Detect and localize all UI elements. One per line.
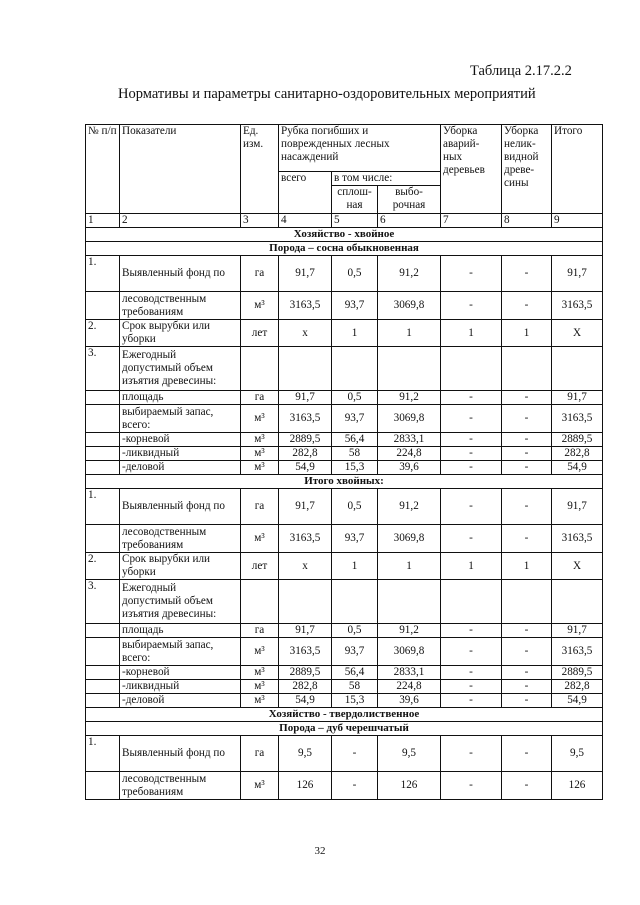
clear-cell: 93,7 <box>332 638 378 666</box>
illiquid-cell <box>502 347 552 391</box>
unit-cell: м³ <box>241 433 279 447</box>
indicator-label: выбираемый запас, всего: <box>120 405 241 433</box>
header-including: в том числе: <box>332 172 441 186</box>
clear-cell: 1 <box>332 553 378 580</box>
illiquid-cell: - <box>502 736 552 772</box>
selective-cell: 91,2 <box>378 624 441 638</box>
section-breed-row <box>86 722 603 736</box>
table-row <box>86 256 603 292</box>
table-row <box>86 666 603 680</box>
farm-heading: Итого хвойных: <box>86 475 603 489</box>
indicator-label: Ежегодный допустимый объем изъятия древесины: <box>120 347 241 391</box>
illiquid-cell: - <box>502 433 552 447</box>
windfall-cell: - <box>441 772 502 800</box>
column-number: 4 <box>279 214 332 228</box>
illiquid-cell: - <box>502 292 552 320</box>
illiquid-cell: - <box>502 391 552 405</box>
indicator-label: лесоводственным требованиям <box>120 292 241 320</box>
clear-cell: 93,7 <box>332 292 378 320</box>
table-body <box>86 214 603 800</box>
windfall-cell: - <box>441 292 502 320</box>
clear-cell: 93,7 <box>332 405 378 433</box>
unit-cell: га <box>241 489 279 525</box>
illiquid-cell: - <box>502 256 552 292</box>
result-cell <box>552 580 603 624</box>
total-cell: 3163,5 <box>279 405 332 433</box>
selective-cell: 1 <box>378 320 441 347</box>
total-cell: 3163,5 <box>279 638 332 666</box>
indicator-label: площадь <box>120 624 241 638</box>
total-cell: 2889,5 <box>279 666 332 680</box>
total-cell: 54,9 <box>279 694 332 708</box>
table-row <box>86 525 603 553</box>
unit-cell: м³ <box>241 638 279 666</box>
clear-cell: 15,3 <box>332 694 378 708</box>
illiquid-cell: 1 <box>502 320 552 347</box>
selective-cell: 1 <box>378 553 441 580</box>
header-clear: сплош- ная <box>332 186 378 214</box>
selective-cell: 91,2 <box>378 489 441 525</box>
row-number: 2. <box>86 320 120 347</box>
illiquid-cell: - <box>502 405 552 433</box>
clear-cell: - <box>332 736 378 772</box>
row-number <box>86 447 120 461</box>
section-farm-row <box>86 228 603 242</box>
clear-cell: 15,3 <box>332 461 378 475</box>
row-number <box>86 405 120 433</box>
unit-cell: м³ <box>241 461 279 475</box>
illiquid-cell: - <box>502 680 552 694</box>
result-cell: 282,8 <box>552 680 603 694</box>
column-number: 8 <box>502 214 552 228</box>
page-number: 32 <box>314 845 326 857</box>
result-cell <box>552 347 603 391</box>
total-cell <box>279 347 332 391</box>
windfall-cell: 1 <box>441 320 502 347</box>
windfall-cell: - <box>441 736 502 772</box>
table-row <box>86 736 603 772</box>
row-number <box>86 461 120 475</box>
column-number: 3 <box>241 214 279 228</box>
indicator-label: Ежегодный допустимый объем изъятия древесины: <box>120 580 241 624</box>
header-unit: Ед. изм. <box>241 125 279 214</box>
result-cell: 91,7 <box>552 256 603 292</box>
norms-table <box>85 124 603 800</box>
total-cell: 91,7 <box>279 256 332 292</box>
unit-cell: м³ <box>241 680 279 694</box>
total-cell: 2889,5 <box>279 433 332 447</box>
table-row <box>86 433 603 447</box>
indicator-label: лесоводственным требованиям <box>120 525 241 553</box>
indicator-label: -деловой <box>120 461 241 475</box>
header-indicators: Показатели <box>120 125 241 214</box>
selective-cell: 9,5 <box>378 736 441 772</box>
selective-cell <box>378 347 441 391</box>
illiquid-cell: - <box>502 772 552 800</box>
result-cell: 54,9 <box>552 694 603 708</box>
indicator-label: -корневой <box>120 433 241 447</box>
column-number: 1 <box>86 214 120 228</box>
row-number: 1. <box>86 489 120 525</box>
clear-cell: 0,5 <box>332 391 378 405</box>
clear-cell: 58 <box>332 680 378 694</box>
indicator-label: выбираемый запас, всего: <box>120 638 241 666</box>
indicator-label: Срок вырубки или уборки <box>120 320 241 347</box>
header-selective: выбо- рочная <box>378 186 441 214</box>
result-cell: Х <box>552 320 603 347</box>
windfall-cell: - <box>441 680 502 694</box>
column-number: 6 <box>378 214 441 228</box>
row-number: 1. <box>86 736 120 772</box>
table-row <box>86 391 603 405</box>
selective-cell: 39,6 <box>378 694 441 708</box>
clear-cell <box>332 580 378 624</box>
indicator-label: Выявленный фонд по <box>120 736 241 772</box>
selective-cell: 224,8 <box>378 680 441 694</box>
result-cell: 282,8 <box>552 447 603 461</box>
table-row <box>86 772 603 800</box>
unit-cell: га <box>241 391 279 405</box>
result-cell: 3163,5 <box>552 525 603 553</box>
indicator-label: -ликвидный <box>120 680 241 694</box>
windfall-cell: - <box>441 638 502 666</box>
total-cell: 54,9 <box>279 461 332 475</box>
selective-cell: 91,2 <box>378 391 441 405</box>
illiquid-cell: 1 <box>502 553 552 580</box>
row-number <box>86 433 120 447</box>
selective-cell: 39,6 <box>378 461 441 475</box>
row-number <box>86 638 120 666</box>
result-cell: 126 <box>552 772 603 800</box>
table-row <box>86 405 603 433</box>
result-cell: 91,7 <box>552 489 603 525</box>
selective-cell: 3069,8 <box>378 638 441 666</box>
indicator-label: лесоводственным требованиям <box>120 772 241 800</box>
header-illiquid: Уборка нелик- видной древе- сины <box>502 125 552 214</box>
table-row <box>86 624 603 638</box>
result-cell: 54,9 <box>552 461 603 475</box>
header-no: № п/п <box>86 125 120 214</box>
row-number: 1. <box>86 256 120 292</box>
column-number: 2 <box>120 214 241 228</box>
header-felling: Рубка погибших и поврежденных лесных насаждений <box>279 125 441 172</box>
indicator-label: -деловой <box>120 694 241 708</box>
row-number <box>86 666 120 680</box>
header-total: всего <box>279 172 332 214</box>
windfall-cell <box>441 580 502 624</box>
indicator-label: площадь <box>120 391 241 405</box>
selective-cell: 3069,8 <box>378 525 441 553</box>
windfall-cell: - <box>441 624 502 638</box>
unit-cell: м³ <box>241 694 279 708</box>
result-cell: Х <box>552 553 603 580</box>
result-cell: 91,7 <box>552 391 603 405</box>
header-result: Итого <box>552 125 603 214</box>
selective-cell: 224,8 <box>378 447 441 461</box>
windfall-cell: - <box>441 461 502 475</box>
illiquid-cell <box>502 580 552 624</box>
unit-cell: га <box>241 624 279 638</box>
illiquid-cell: - <box>502 666 552 680</box>
table-row <box>86 292 603 320</box>
result-cell: 9,5 <box>552 736 603 772</box>
windfall-cell: - <box>441 694 502 708</box>
selective-cell: 3069,8 <box>378 292 441 320</box>
farm-heading: Хозяйство - твердолиственное <box>86 708 603 722</box>
column-number: 9 <box>552 214 603 228</box>
illiquid-cell: - <box>502 525 552 553</box>
indicator-label: Выявленный фонд по <box>120 489 241 525</box>
indicator-label: -ликвидный <box>120 447 241 461</box>
result-cell: 3163,5 <box>552 292 603 320</box>
unit-cell: м³ <box>241 292 279 320</box>
row-number: 3. <box>86 580 120 624</box>
table-caption: Таблица 2.17.2.2 <box>470 63 572 79</box>
unit-cell: га <box>241 736 279 772</box>
clear-cell: - <box>332 772 378 800</box>
table-row <box>86 489 603 525</box>
selective-cell <box>378 580 441 624</box>
total-cell <box>279 580 332 624</box>
unit-cell: м³ <box>241 525 279 553</box>
indicator-label: Выявленный фонд по <box>120 256 241 292</box>
clear-cell: 0,5 <box>332 256 378 292</box>
illiquid-cell: - <box>502 638 552 666</box>
table-row <box>86 680 603 694</box>
total-cell: х <box>279 320 332 347</box>
farm-heading: Хозяйство - хвойное <box>86 228 603 242</box>
windfall-cell: - <box>441 256 502 292</box>
row-number <box>86 694 120 708</box>
result-cell: 91,7 <box>552 624 603 638</box>
header-windfall: Уборка аварий- ных деревьев <box>441 125 502 214</box>
table-row <box>86 347 603 391</box>
selective-cell: 2833,1 <box>378 433 441 447</box>
illiquid-cell: - <box>502 461 552 475</box>
total-cell: 3163,5 <box>279 525 332 553</box>
windfall-cell: - <box>441 433 502 447</box>
column-number: 5 <box>332 214 378 228</box>
table-row <box>86 638 603 666</box>
table-row <box>86 461 603 475</box>
table-row <box>86 447 603 461</box>
row-number <box>86 680 120 694</box>
total-cell: 9,5 <box>279 736 332 772</box>
selective-cell: 2833,1 <box>378 666 441 680</box>
clear-cell: 0,5 <box>332 624 378 638</box>
total-cell: 282,8 <box>279 680 332 694</box>
illiquid-cell: - <box>502 624 552 638</box>
clear-cell <box>332 347 378 391</box>
clear-cell: 0,5 <box>332 489 378 525</box>
total-cell: 91,7 <box>279 489 332 525</box>
row-number: 3. <box>86 347 120 391</box>
unit-cell: м³ <box>241 772 279 800</box>
indicator-label: -корневой <box>120 666 241 680</box>
unit-cell: лет <box>241 553 279 580</box>
breed-heading: Порода – сосна обыкновенная <box>86 242 603 256</box>
windfall-cell <box>441 347 502 391</box>
row-number <box>86 525 120 553</box>
row-number <box>86 772 120 800</box>
unit-cell: га <box>241 256 279 292</box>
table-row <box>86 580 603 624</box>
windfall-cell: - <box>441 447 502 461</box>
result-cell: 2889,5 <box>552 433 603 447</box>
total-cell: 91,7 <box>279 624 332 638</box>
windfall-cell: - <box>441 525 502 553</box>
clear-cell: 56,4 <box>332 666 378 680</box>
illiquid-cell: - <box>502 694 552 708</box>
table-row <box>86 320 603 347</box>
clear-cell: 58 <box>332 447 378 461</box>
windfall-cell: - <box>441 666 502 680</box>
windfall-cell: - <box>441 391 502 405</box>
clear-cell: 93,7 <box>332 525 378 553</box>
unit-cell: м³ <box>241 447 279 461</box>
section-farm-row <box>86 708 603 722</box>
column-number-row <box>86 214 603 228</box>
section-breed-row <box>86 242 603 256</box>
total-cell: 91,7 <box>279 391 332 405</box>
document-title: Нормативы и параметры санитарно-оздоровительных мероприятий <box>118 86 536 102</box>
total-cell: 282,8 <box>279 447 332 461</box>
unit-cell <box>241 347 279 391</box>
illiquid-cell: - <box>502 447 552 461</box>
selective-cell: 126 <box>378 772 441 800</box>
total-cell: х <box>279 553 332 580</box>
unit-cell: лет <box>241 320 279 347</box>
windfall-cell: 1 <box>441 553 502 580</box>
column-number: 7 <box>441 214 502 228</box>
unit-cell <box>241 580 279 624</box>
table-row <box>86 553 603 580</box>
result-cell: 2889,5 <box>552 666 603 680</box>
windfall-cell: - <box>441 405 502 433</box>
row-number <box>86 292 120 320</box>
total-cell: 3163,5 <box>279 292 332 320</box>
selective-cell: 3069,8 <box>378 405 441 433</box>
row-number <box>86 391 120 405</box>
selective-cell: 91,2 <box>378 256 441 292</box>
table-row <box>86 694 603 708</box>
section-farm-row <box>86 475 603 489</box>
breed-heading: Порода – дуб черешчатый <box>86 722 603 736</box>
clear-cell: 1 <box>332 320 378 347</box>
unit-cell: м³ <box>241 666 279 680</box>
row-number: 2. <box>86 553 120 580</box>
result-cell: 3163,5 <box>552 638 603 666</box>
illiquid-cell: - <box>502 489 552 525</box>
unit-cell: м³ <box>241 405 279 433</box>
row-number <box>86 624 120 638</box>
indicator-label: Срок вырубки или уборки <box>120 553 241 580</box>
windfall-cell: - <box>441 489 502 525</box>
clear-cell: 56,4 <box>332 433 378 447</box>
total-cell: 126 <box>279 772 332 800</box>
result-cell: 3163,5 <box>552 405 603 433</box>
